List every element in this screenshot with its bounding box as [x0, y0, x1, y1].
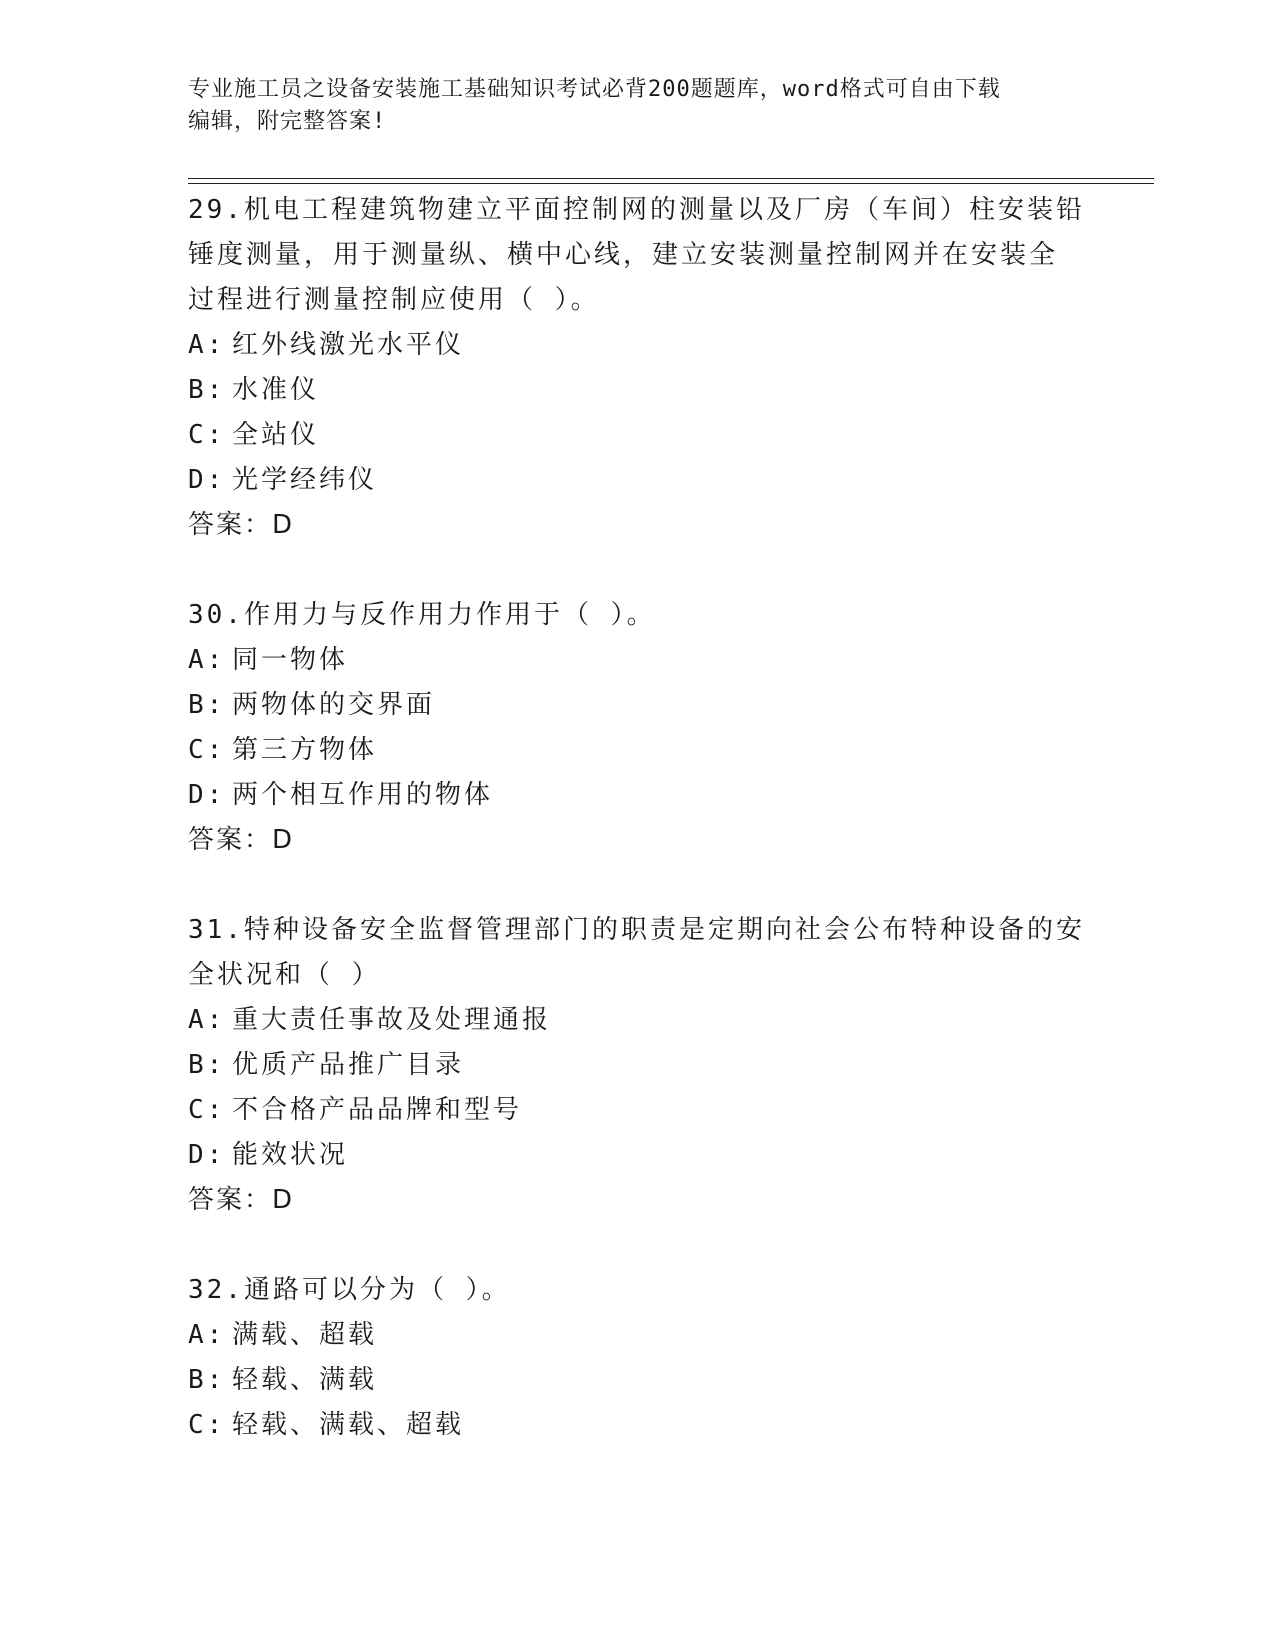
option-letter: A: [188, 1320, 226, 1350]
question-stem-line: 31.特种设备安全监督管理部门的职责是定期向社会公布特种设备的安 [188, 915, 1085, 945]
option-text: 全站仪 [232, 420, 320, 450]
option-c [188, 1088, 1088, 1133]
option-letter: B: [188, 1365, 226, 1395]
option-letter: C: [188, 735, 226, 765]
option-letter: C: [188, 420, 226, 450]
option-text: 两物体的交界面 [232, 690, 436, 720]
option-b [188, 1358, 1088, 1403]
option-text: 红外线激光水平仪 [232, 330, 465, 360]
option-text: 第三方物体 [232, 735, 378, 765]
option-letter: B: [188, 375, 226, 405]
option-b [188, 683, 1088, 728]
question-31 [188, 908, 1088, 1223]
question-stem-line: 过程进行测量控制应使用（ ）。 [188, 285, 600, 315]
option-c [188, 728, 1088, 773]
option-letter: A: [188, 645, 226, 675]
answer-line [188, 818, 1088, 863]
option-text: 轻载、满载、超载 [232, 1410, 465, 1440]
option-letter: A: [188, 1005, 226, 1035]
answer-value: D [272, 510, 295, 540]
option-c [188, 1403, 1088, 1448]
header-title-line-2: 编辑，附完整答案! [188, 109, 387, 134]
option-text: 两个相互作用的物体 [232, 780, 494, 810]
option-c [188, 413, 1088, 458]
option-d [188, 458, 1088, 503]
option-text: 水准仪 [232, 375, 320, 405]
option-letter: B: [188, 1050, 226, 1080]
option-text: 重大责任事故及处理通报 [232, 1005, 552, 1035]
option-a [188, 638, 1088, 683]
option-letter: C: [188, 1410, 226, 1440]
header-title-line-1: 专业施工员之设备安装施工基础知识考试必背200题题库，word格式可自由下载 [188, 77, 1001, 102]
header-divider-bottom [188, 183, 1154, 184]
option-a [188, 323, 1088, 368]
option-letter: C: [188, 1095, 226, 1125]
option-letter: A: [188, 330, 226, 360]
option-text: 不合格产品品牌和型号 [232, 1095, 523, 1125]
question-stem-line: 30.作用力与反作用力作用于（ ）。 [188, 600, 656, 630]
question-stem-line: 29.机电工程建筑物建立平面控制网的测量以及厂房（车间）柱安装铅 [188, 195, 1085, 225]
option-d [188, 1133, 1088, 1178]
header-divider-top [188, 178, 1154, 179]
answer-line [188, 1178, 1088, 1223]
option-d [188, 773, 1088, 818]
question-29 [188, 188, 1088, 548]
option-text: 优质产品推广目录 [232, 1050, 465, 1080]
answer-line [188, 503, 1088, 548]
option-a [188, 1313, 1088, 1358]
option-a [188, 998, 1088, 1043]
answer-value: D [272, 825, 295, 855]
question-stem-line: 锤度测量，用于测量纵、横中心线，建立安装测量控制网并在安装全 [188, 240, 1059, 270]
option-text: 满载、超载 [232, 1320, 378, 1350]
option-letter: D: [188, 465, 226, 495]
option-letter: D: [188, 1140, 226, 1170]
question-stem-line: 全状况和（ ） [188, 960, 381, 990]
answer-label: 答案： [188, 1185, 273, 1215]
answer-label: 答案： [188, 825, 273, 855]
question-list [188, 188, 1088, 1493]
option-letter: B: [188, 690, 226, 720]
question-stem-line: 32.通路可以分为（ ）。 [188, 1275, 511, 1305]
option-text: 光学经纬仪 [232, 465, 378, 495]
answer-label: 答案： [188, 510, 273, 540]
option-text: 轻载、满载 [232, 1365, 378, 1395]
option-letter: D: [188, 780, 226, 810]
option-text: 同一物体 [232, 645, 349, 675]
option-text: 能效状况 [232, 1140, 349, 1170]
question-32 [188, 1268, 1088, 1448]
option-b [188, 1043, 1088, 1088]
document-header [188, 74, 1088, 138]
option-b [188, 368, 1088, 413]
answer-value: D [272, 1185, 295, 1215]
question-30 [188, 593, 1088, 863]
